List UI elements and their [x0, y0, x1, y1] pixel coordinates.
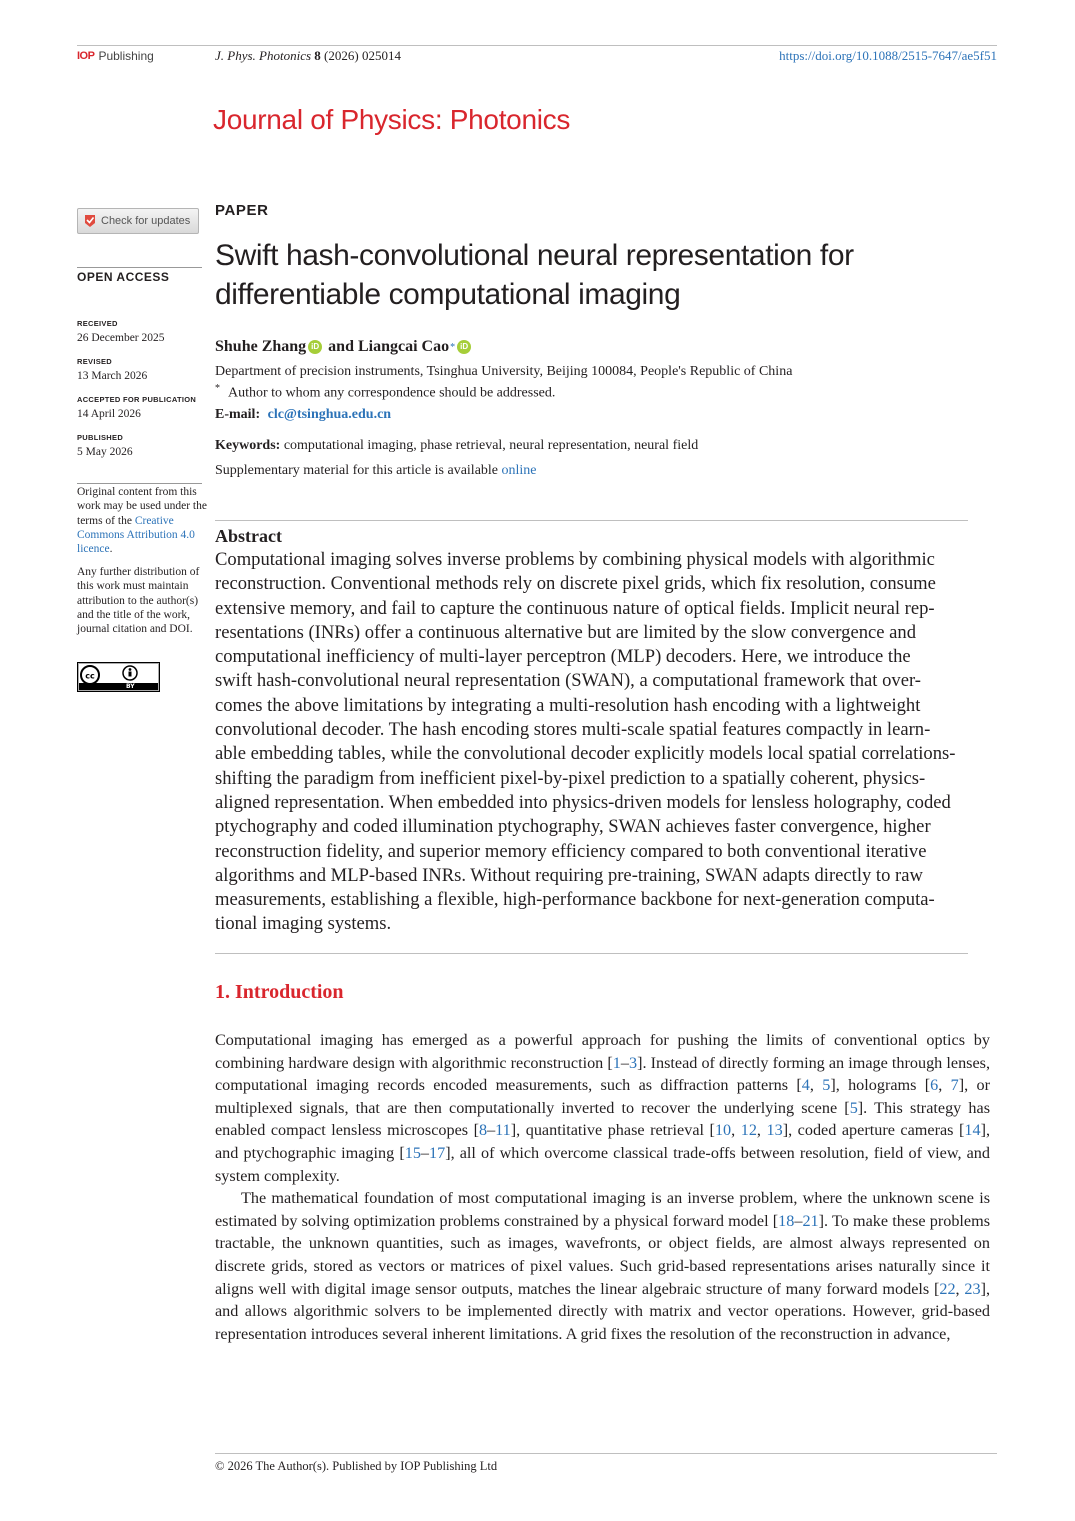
- journal-reference: [215, 48, 401, 64]
- paragraph-text: –: [487, 1121, 496, 1140]
- abstract-line: resentations (INRs) offer a continuous alternative but are limited by the slow convergence and: [215, 621, 917, 643]
- date-label: REVISED: [77, 357, 113, 366]
- paragraph-text: ]. To make these problems tractable, the unknown quantities, such as images, wavefronts, or object fields, are almost always represented on discrete grids, stored as vectors or matrices of pixel values. Such grid-based representations arises naturally since it aligns well with digital image sensor outputs, matches the linear algebraic structure of many forward models [: [215, 1211, 990, 1298]
- email-label: E-mail:: [215, 407, 261, 422]
- abstract-line: convolutional decoder. The hash encoding stores multi-scale spatial features compactly in learn-: [215, 719, 931, 741]
- citation-link[interactable]: 18: [778, 1211, 795, 1230]
- cc-by-badge: [77, 662, 160, 692]
- abstract-line: tional imaging systems.: [215, 913, 392, 935]
- abstract-line: Computational imaging solves inverse problems by combining physical models with algorithmic: [215, 549, 935, 570]
- author-name: Shuhe Zhang: [215, 338, 307, 355]
- doi-link[interactable]: https://doi.org/10.1088/2515-7647/ae5f51: [779, 48, 997, 63]
- corresponding-mark[interactable]: *: [450, 341, 456, 353]
- keywords-line: [215, 438, 698, 454]
- abstract-line: reconstruction fidelity, and superior memory efficiency compared to both conventional iterative: [215, 840, 927, 862]
- abstract-heading: Abstract: [215, 526, 282, 546]
- orcid-icon[interactable]: iD: [457, 340, 471, 354]
- sidebar-rule: [77, 483, 202, 484]
- paragraph-text: ], coded aperture cameras [: [782, 1121, 965, 1140]
- paragraph-text: ], and allows algorithmic solvers to be implemented directly with matrix and vector operations. However, grid-based representation introduces several inherent limitations. A grid fixes the resolution of the reconstruction in advance,: [215, 1279, 991, 1343]
- abstract-line: comes the above limitations by integrating a multi-resolution hash encoding with a lightweight: [215, 694, 921, 716]
- citation-link[interactable]: 4: [801, 1076, 810, 1095]
- paragraph-text: –: [794, 1211, 803, 1230]
- email-line: [215, 407, 391, 423]
- introduction-body: [215, 1029, 990, 1345]
- paragraph-text: ]. This strategy has enabled compact lensless microscopes [: [215, 1098, 990, 1140]
- citation-link[interactable]: 22: [939, 1279, 956, 1298]
- abstract-line: shifting the paradigm from inefficient pixel-by-pixel prediction to a spatially coherent, physics-: [215, 767, 926, 789]
- paragraph-text: ], all of which overcome classical trade-offs between resolution, field of view, and system complexity.: [215, 1143, 990, 1185]
- citation-link[interactable]: 1: [612, 1053, 621, 1072]
- section-heading: 1. Introduction: [215, 981, 344, 1003]
- paragraph: [215, 1187, 990, 1345]
- paragraph-text: ]. Instead of directly forming an image through lenses, computational imaging records encoded measurements, such as diffraction patterns [: [215, 1053, 990, 1095]
- email-link[interactable]: clc@tsinghua.edu.cn: [267, 407, 392, 422]
- open-access-label: OPEN ACCESS: [77, 270, 170, 284]
- header-rule: [77, 45, 997, 46]
- citation-link[interactable]: 17: [429, 1143, 446, 1162]
- citation-link[interactable]: 14: [964, 1121, 981, 1140]
- sidebar-rule: [77, 267, 202, 268]
- citation-link[interactable]: 11: [495, 1121, 511, 1140]
- journal-title: Journal of Physics: Photonics: [213, 104, 571, 135]
- check-for-updates-label: Check for updates: [101, 215, 191, 227]
- journal-abbrev: J. Phys. Photonics: [215, 48, 312, 63]
- citation-link[interactable]: 5: [849, 1098, 858, 1117]
- citation-link[interactable]: 13: [766, 1121, 783, 1140]
- citation-link[interactable]: 12: [740, 1121, 757, 1140]
- date-value: 14 April 2026: [77, 408, 141, 420]
- abstract-line: computational inefficiency of multi-layer perceptron (MLP) decoders. Here, we introduce the: [215, 646, 911, 668]
- date-received: [77, 317, 165, 345]
- supplementary-line: [215, 463, 537, 479]
- abstract-top-rule: [215, 520, 968, 521]
- supplementary-link[interactable]: online: [501, 463, 537, 478]
- supplementary-text: Supplementary material for this article is available: [215, 463, 499, 478]
- citation-link[interactable]: 5: [822, 1076, 831, 1095]
- citation-link[interactable]: 6: [930, 1076, 939, 1095]
- affiliation: Department of precision instruments, Tsinghua University, Beijing 100084, People's Republic of China: [215, 364, 793, 379]
- iop-logo: IOP: [77, 50, 95, 62]
- cc-license-link[interactable]: Creative Commons Attribution 4.0 licence: [77, 514, 195, 556]
- paragraph-text: –: [620, 1053, 629, 1072]
- license-notice: [77, 485, 207, 556]
- abstract-line: algorithms and MLP-based INRs. Without requiring pre-training, SWAN adapts directly to raw: [215, 864, 923, 886]
- journal-volume: 8: [314, 48, 321, 63]
- citation-link[interactable]: 15: [404, 1143, 421, 1162]
- date-published: [77, 431, 133, 459]
- citation-link[interactable]: 23: [964, 1279, 981, 1298]
- license-end: .: [109, 543, 113, 556]
- footnote-mark: *: [215, 383, 220, 394]
- date-accepted: [77, 393, 196, 421]
- citation-link[interactable]: 8: [478, 1121, 488, 1140]
- keywords-text: computational imaging, phase retrieval, neural representation, neural field: [283, 438, 699, 453]
- paragraph-text: ,: [731, 1121, 741, 1140]
- paragraph-text: ], and ptychographic imaging [: [215, 1121, 991, 1162]
- copyright: © 2026 The Author(s). Published by IOP Publishing Ltd: [215, 1459, 498, 1473]
- crossmark-icon: [84, 214, 96, 228]
- citation-link[interactable]: 10: [714, 1121, 732, 1140]
- abstract-body: [215, 548, 1003, 937]
- paragraph-text: ,: [938, 1076, 951, 1095]
- keywords-label: Keywords:: [215, 438, 281, 453]
- date-value: 13 March 2026: [77, 370, 148, 382]
- abstract-line: ptychography and coded illumination ptychography, SWAN achieves faster convergence, higher: [215, 816, 931, 838]
- date-label: PUBLISHED: [77, 433, 124, 442]
- article-type: PAPER: [215, 202, 269, 219]
- paragraph-text: ,: [809, 1076, 823, 1095]
- date-label: RECEIVED: [77, 319, 118, 328]
- abstract-bottom-rule: [215, 953, 968, 954]
- citation-link[interactable]: 3: [628, 1053, 638, 1072]
- abstract-line: measurements, establishing a flexible, high-performance backbone for next-generation computa-: [215, 889, 935, 911]
- publisher-name: Publishing: [98, 49, 154, 63]
- license-text: Original content from this work may be used under the terms of the: [77, 486, 207, 527]
- date-value: 26 December 2025: [77, 332, 165, 344]
- citation-link[interactable]: 7: [950, 1076, 959, 1095]
- footer-rule: [215, 1453, 997, 1454]
- publisher-brand: [77, 49, 154, 63]
- citation-link[interactable]: 21: [802, 1211, 819, 1230]
- paragraph-text: ,: [756, 1121, 767, 1140]
- orcid-icon[interactable]: iD: [308, 340, 322, 354]
- abstract-line: able embedding tables, while the convolutional decoder explicitly models local spatial correlations-: [215, 743, 956, 765]
- paragraph-text: ], quantitative phase retrieval [: [510, 1121, 715, 1140]
- check-for-updates-button[interactable]: [77, 208, 199, 234]
- distribution-notice: Any further distribution of this work must maintain attribution to the author(s) and the title of the work, journal citation and DOI.: [77, 566, 200, 636]
- paragraph-text: ], or multiplexed signals, that are then computationally inverted to recover the underlying scene [: [215, 1076, 991, 1117]
- date-label: ACCEPTED FOR PUBLICATION: [77, 395, 197, 404]
- date-revised: [77, 355, 147, 383]
- abstract-line: aligned representation. When embedded into physics-driven models for lensless holography, coded: [215, 791, 951, 813]
- author-list: [215, 338, 475, 356]
- paragraph-text: ,: [955, 1279, 965, 1298]
- journal-year-article: (2026) 025014: [324, 48, 401, 63]
- date-value: 5 May 2026: [77, 446, 133, 458]
- correspondence-text: Author to whom any correspondence should be addressed.: [228, 385, 556, 401]
- paragraph-text: –: [420, 1143, 429, 1162]
- cc-by-label: BY: [126, 683, 135, 690]
- paragraph-text: ], holograms [: [830, 1076, 931, 1095]
- svg-text:cc: cc: [85, 671, 95, 681]
- paragraph-text: The mathematical foundation of most computational imaging is an inverse problem, where the unknown scene is estimated by solving optimization problems constrained by a physical forward model [: [215, 1189, 990, 1230]
- paragraph-text: Computational imaging has emerged as a powerful approach for pushing the limits of conventional optics by combining hardware design with algorithmic reconstruction [: [215, 1031, 990, 1072]
- author-name: and Liangcai Cao: [328, 338, 450, 355]
- paragraph: [215, 1029, 990, 1187]
- abstract-line: reconstruction. Conventional methods rely on discrete pixel grids, which fix resolution, consume: [215, 573, 936, 595]
- abstract-line: swift hash-convolutional neural representation (SWAN), a computational framework that over-: [215, 670, 921, 692]
- abstract-line: extensive memory, and fail to capture the continuous nature of optical fields. Implicit neural rep-: [215, 597, 935, 619]
- correspondence-note: [215, 383, 555, 402]
- article-title: Swift hash-convolutional neural representation for differentiable computational imaging: [215, 239, 854, 311]
